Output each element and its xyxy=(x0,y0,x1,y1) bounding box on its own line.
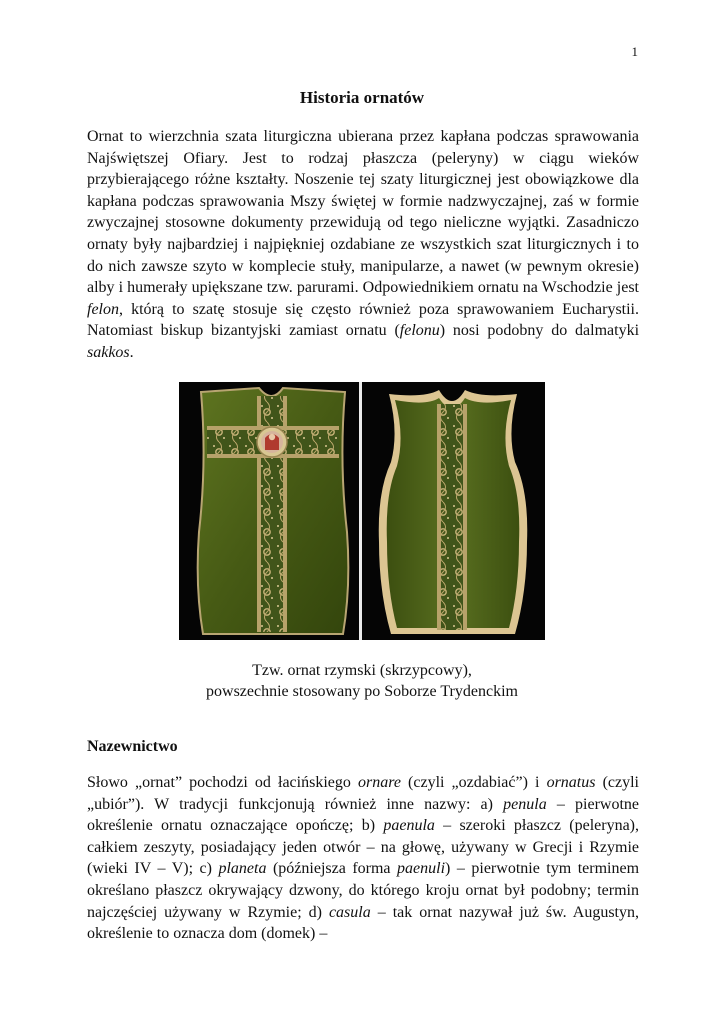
section-term-penula: penula xyxy=(503,795,547,813)
page-title: Historia ornatów xyxy=(299,88,425,107)
intro-term-sakkos: sakkos xyxy=(87,343,130,361)
section-text-8: – tak ornat nazywał już św. Augustyn, określenie to oznacza dom (domek) – xyxy=(87,903,639,943)
figure-caption-line-2: powszechnie stosowany po Soborze Trydenckim xyxy=(206,683,518,700)
section-term-ornare: ornare xyxy=(357,774,401,791)
figure-caption-line-1: Tzw. ornat rzymski (skrzypcowy), xyxy=(252,662,472,679)
section-text-6: (późniejsza forma xyxy=(266,860,398,878)
section-term-planeta: planeta xyxy=(218,860,267,878)
section-paragraph xyxy=(87,772,639,945)
intro-term-felon: felon xyxy=(87,300,119,318)
section-heading: Nazewnictwo xyxy=(87,738,178,755)
section-text-3: (czyli „ubiór”). W tradycji funkcjonują również inne nazwy: a) xyxy=(87,774,640,813)
section-term-paenuli: paenuli xyxy=(397,860,446,878)
intro-text-1: Ornat to wierzchnia szata liturgiczna ubierana przez kapłana podczas sprawowania Najświętszej Ofiary. Jest to rodzaj płaszcza (peleryny) w ciągu wieków przybierającego różne kształty. Noszenie tej szaty liturgicznej jest obowiązkowe dla kapłana podczas sprawowania Mszy świętej w formie nadzwyczajnej, zaś w formie zwyczajnej stosowne dokumenty przewidują od tego nieliczne wyjątki. Zasadniczo ornaty były najbardziej i najpiękniej ozdabiane ze wszystkich szat liturgicznych i to do nich zawsze szyto w komplecie stuły, manipularze, a nawet (w pewnym okresie) alby i humerały upiększane tzw. parurami. Odpowiednikiem ornatu na Wschodzie jest xyxy=(87,128,639,297)
section-term-ornatus: ornatus xyxy=(546,774,596,791)
section-text-2: (czyli „ozdabiać”) i xyxy=(400,774,547,791)
section-text-1: Słowo „ornat” pochodzi od łacińskiego xyxy=(87,774,358,791)
chasuble-front-image xyxy=(198,388,349,634)
section-term-casula: casula xyxy=(328,903,371,921)
intro-paragraph xyxy=(87,126,639,364)
intro-text-2: , którą to szatę stosuje się często również poza sprawowaniem Eucharystii. Natomiast biskup bizantyjski zamiast ornatu ( xyxy=(87,300,639,340)
page-number: 1 xyxy=(631,44,638,59)
intro-text-4: . xyxy=(129,343,134,361)
figure-caption xyxy=(0,660,724,702)
section-text-7: ) – pierwotnie tym terminem określano płaszcz okrywający dzwony, do którego kroju ornat był podobny; termin najczęściej używany w Rzymie; d) xyxy=(87,860,640,921)
section-text-5: – szeroki płaszcz (peleryna), całkiem zeszyty, posiadający jeden otwór – na głowę, używany w Grecji i Rzymie (wieki IV – V); c) xyxy=(87,817,640,878)
intro-term-felonu: felonu xyxy=(399,322,440,340)
section-term-paenula: paenula xyxy=(383,817,435,835)
intro-text-3: ) nosi podobny do dalmatyki xyxy=(439,322,640,340)
chasuble-photo xyxy=(179,382,545,640)
chasuble-back-image xyxy=(379,390,528,634)
section-text-4: – pierwotne określenie ornatu oznaczające opończę; b) xyxy=(87,795,639,835)
